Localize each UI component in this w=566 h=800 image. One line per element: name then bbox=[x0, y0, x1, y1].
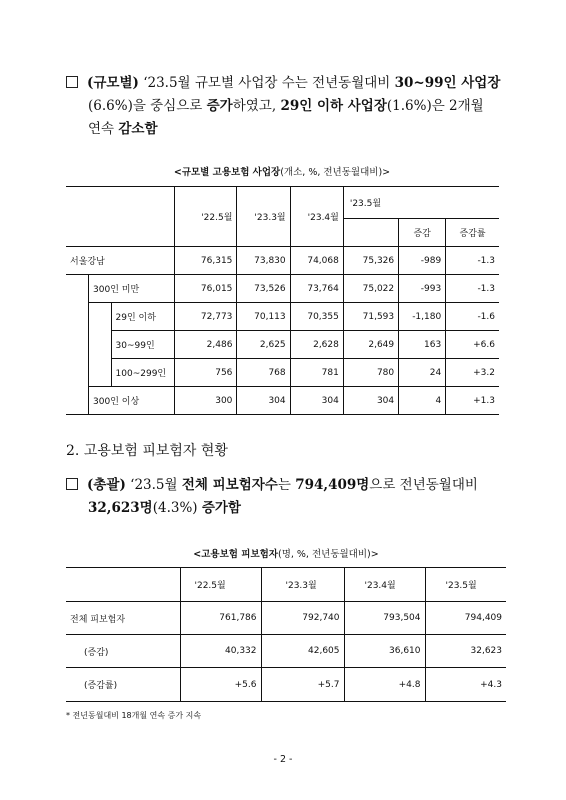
bullet-text: 는 bbox=[277, 477, 296, 493]
table-row: 서울강남 76,315 73,830 74,068 75,326 -989 -1.3 bbox=[66, 247, 499, 275]
col-subheader: 증감률 bbox=[446, 219, 499, 247]
row-label: 100~299인 bbox=[111, 359, 174, 387]
table-row: 100~299인 756 768 781 780 24 +3.2 bbox=[66, 359, 499, 387]
section-title: 2. 고용보험 피보험자 현황 bbox=[66, 443, 228, 459]
bullet-emph: 32,623명 bbox=[88, 500, 153, 516]
bullet-emph: 증가 bbox=[206, 98, 233, 114]
bullet-text: ‘23.5월 bbox=[125, 477, 182, 493]
page-number: - 2 - bbox=[273, 754, 293, 765]
bullet-emph: 증가함 bbox=[201, 500, 241, 516]
row-label: 300인 이상 bbox=[89, 387, 175, 415]
table-header-row bbox=[66, 568, 506, 602]
col-header: '23.3월 bbox=[261, 568, 344, 602]
col-subheader: 증감 bbox=[399, 219, 446, 247]
bullet-text: 으로 전년동월대비 bbox=[369, 477, 478, 493]
table-row: (증감률) +5.6 +5.7 +4.8 +4.3 bbox=[66, 668, 506, 702]
col-header: '22.5월 bbox=[174, 187, 236, 247]
bullet-emph: 감소함 bbox=[118, 121, 158, 137]
bullet-heading: (총괄) bbox=[87, 477, 126, 493]
table-row: 29인 이하 72,773 70,113 70,355 71,593 -1,180 -1.6 bbox=[66, 303, 499, 331]
table1-caption bbox=[66, 164, 498, 178]
checkbox-square-icon bbox=[66, 76, 78, 88]
table-row: 30~99인 2,486 2,625 2,628 2,649 163 +6.6 bbox=[66, 331, 499, 359]
col-header: '23.5월 bbox=[343, 187, 499, 219]
table-row: 전체 피보험자 761,786 792,740 793,504 794,409 bbox=[66, 602, 506, 635]
bullet-text: (1.6%)은 2개월 bbox=[386, 98, 484, 114]
col-header: '23.3월 bbox=[237, 187, 290, 247]
caption-title: <고용보험 피보험자 bbox=[193, 549, 278, 560]
row-label: 서울강남 bbox=[66, 247, 174, 275]
bullet-emph: 전체 피보험자수 bbox=[181, 477, 278, 493]
col-header: '22.5월 bbox=[180, 568, 261, 602]
table2-caption bbox=[66, 546, 506, 560]
bullet-text: (4.3%) bbox=[152, 500, 202, 516]
row-label: (증감) bbox=[66, 635, 180, 668]
table-row: (증감) 40,332 42,605 36,610 32,623 bbox=[66, 635, 506, 668]
footnote: * 전년동월대비 18개월 연속 증가 지속 bbox=[66, 711, 202, 720]
row-label: 29인 이하 bbox=[111, 303, 174, 331]
bullet-scale bbox=[66, 72, 500, 141]
bullet-text: 하였고, bbox=[232, 98, 281, 114]
col-header: '23.4월 bbox=[344, 568, 425, 602]
bullet-emph: 794,409명 bbox=[295, 477, 370, 493]
bullet-emph: 30~99인 사업장 bbox=[394, 75, 501, 91]
caption-units: (개소, %, 전년동월대비)> bbox=[280, 167, 391, 178]
checkbox-square-icon bbox=[66, 478, 78, 490]
bullet-text: (6.6%)을 중심으로 bbox=[88, 98, 207, 114]
col-header: '23.5월 bbox=[425, 568, 506, 602]
bullet-emph: 29인 이하 사업장 bbox=[280, 98, 387, 114]
col-header: '23.4월 bbox=[290, 187, 343, 247]
row-label: 30~99인 bbox=[111, 331, 174, 359]
table-row: 300인 이상 300 304 304 304 4 +1.3 bbox=[66, 387, 499, 415]
row-label: (증감률) bbox=[66, 668, 180, 702]
bullet-overview bbox=[66, 474, 478, 520]
table-establishments bbox=[66, 186, 499, 415]
bullet-heading: (규모별) bbox=[87, 75, 139, 91]
bullet-text: ‘23.5월 규모별 사업장 수는 전년동월대비 bbox=[138, 75, 395, 91]
bullet-text: 연속 bbox=[88, 121, 119, 137]
table-insured bbox=[66, 567, 506, 702]
caption-units: (명, %, 전년동월대비)> bbox=[277, 549, 379, 560]
caption-title: <규모별 고용보험 사업장 bbox=[173, 167, 281, 178]
table-row: 300인 미만 76,015 73,526 73,764 75,022 -993 -1.3 bbox=[66, 275, 499, 303]
row-label: 300인 미만 bbox=[89, 275, 175, 303]
row-label: 전체 피보험자 bbox=[66, 602, 180, 635]
table-header-row bbox=[66, 187, 499, 219]
